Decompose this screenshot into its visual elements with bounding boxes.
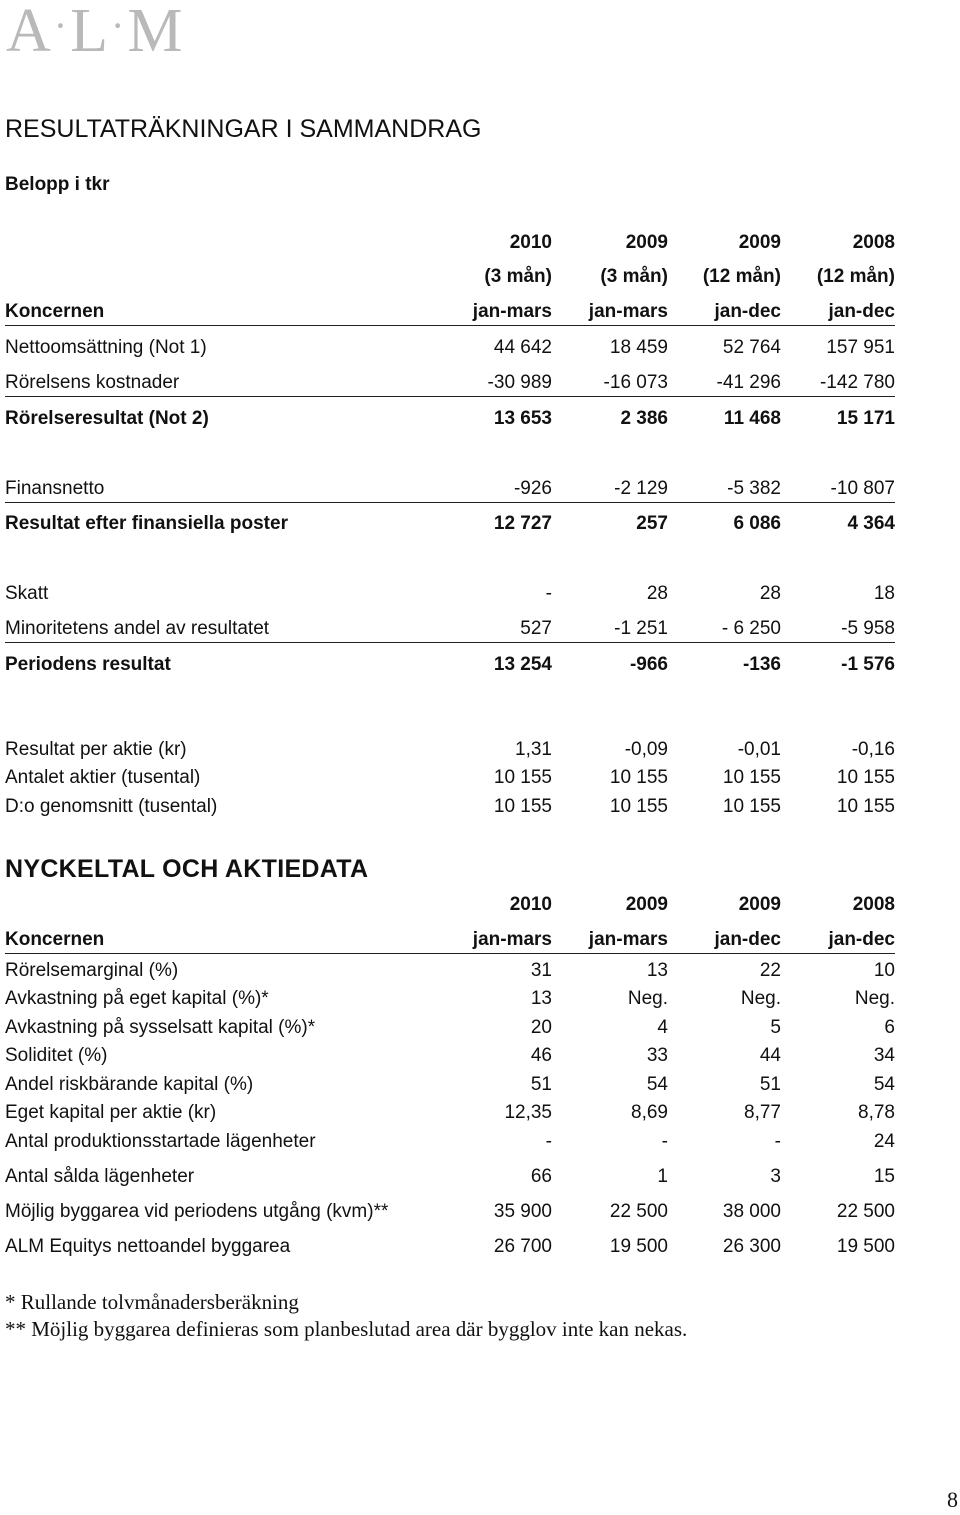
- row-value: 2 386: [620, 408, 668, 429]
- row-label: Avkastning på sysselsatt kapital (%)*: [5, 1017, 316, 1038]
- row-label: Rörelseresultat (Not 2): [5, 408, 209, 429]
- row-value: 33: [646, 1045, 668, 1066]
- table-row: [5, 1099, 895, 1127]
- row-value: 18 459: [609, 337, 668, 358]
- row-label: Soliditet (%): [5, 1045, 108, 1066]
- section-title-keyfigures: NYCKELTAL OCH AKTIEDATA: [5, 855, 369, 883]
- row-value: 13 653: [493, 408, 552, 429]
- row-value: 13: [530, 988, 552, 1009]
- table-row: [5, 957, 895, 985]
- row-value: 3: [770, 1166, 781, 1187]
- row-value: - 6 250: [721, 618, 781, 639]
- row-value: 24: [873, 1131, 895, 1152]
- page-number: 8: [947, 1487, 958, 1512]
- row-value: 28: [759, 583, 781, 604]
- row-value: 22 500: [836, 1201, 895, 1222]
- row-value: 18: [873, 583, 895, 604]
- header-year-cell: 2009: [738, 894, 781, 915]
- row-value: 20: [530, 1017, 552, 1038]
- table-row: [5, 369, 895, 397]
- row-value: 157 951: [826, 337, 895, 358]
- row-value: 19 500: [609, 1236, 668, 1257]
- header-year-cell: 2010: [509, 232, 552, 253]
- row-value: 4: [657, 1017, 668, 1038]
- header-month-cell: (12 mån): [816, 266, 895, 287]
- header-month-cell: (12 mån): [702, 266, 781, 287]
- row-value: 8,77: [744, 1102, 781, 1123]
- row-value: -: [661, 1131, 668, 1152]
- row-value: 10 155: [493, 767, 552, 788]
- table-row: [5, 1198, 895, 1226]
- row-value: 6 086: [733, 513, 781, 534]
- row-value: -966: [629, 654, 668, 675]
- row-value: 257: [636, 513, 668, 534]
- row-value: 527: [520, 618, 552, 639]
- table-row: [5, 1042, 895, 1070]
- row-value: -1 251: [614, 618, 668, 639]
- row-value: 22: [759, 960, 781, 981]
- row-value: -926: [513, 478, 552, 499]
- row-value: 10 155: [609, 767, 668, 788]
- row-value: -0,01: [737, 739, 781, 760]
- header-periods-row: [5, 298, 895, 326]
- header-period-cell: jan-mars: [472, 929, 552, 950]
- row-value: 44 642: [493, 337, 552, 358]
- row-value: 54: [646, 1074, 668, 1095]
- header-period-cell: jan-mars: [472, 301, 552, 322]
- row-value: 51: [530, 1074, 552, 1095]
- keyfigures-header-years: [5, 891, 895, 919]
- row-label: Nettoomsättning (Not 1): [5, 337, 207, 358]
- row-label: Antal sålda lägenheter: [5, 1166, 195, 1187]
- row-value: 10 155: [609, 796, 668, 817]
- table-row: [5, 334, 895, 362]
- row-value: 31: [530, 960, 552, 981]
- table-row: [5, 615, 895, 643]
- table-row: [5, 1233, 895, 1261]
- row-value: -2 129: [614, 478, 668, 499]
- row-value: -: [545, 583, 552, 604]
- row-label: Avkastning på eget kapital (%)*: [5, 988, 269, 1009]
- row-value: 38 000: [722, 1201, 781, 1222]
- row-value: 1,31: [515, 739, 552, 760]
- header-period-cell: jan-dec: [714, 301, 781, 322]
- row-value: -5 382: [727, 478, 781, 499]
- table-row: [5, 793, 895, 821]
- header-period-cell: jan-dec: [714, 929, 781, 950]
- table-row: [5, 580, 895, 608]
- row-value: 10 155: [722, 796, 781, 817]
- header-label: Koncernen: [5, 301, 105, 322]
- table-row: [5, 985, 895, 1013]
- row-value: -0,16: [851, 739, 895, 760]
- row-value: 15: [873, 1166, 895, 1187]
- table-row: [5, 1163, 895, 1191]
- row-value: 5: [770, 1017, 781, 1038]
- row-value: -0,09: [624, 739, 668, 760]
- row-value: -41 296: [716, 372, 781, 393]
- row-value: 26 700: [493, 1236, 552, 1257]
- row-value: 10: [873, 960, 895, 981]
- header-month-cell: (3 mån): [600, 266, 668, 287]
- row-label: Finansnetto: [5, 478, 105, 499]
- row-value: 52 764: [722, 337, 781, 358]
- row-value: 8,78: [858, 1102, 895, 1123]
- row-value: 10 155: [722, 767, 781, 788]
- header-year-cell: 2009: [625, 232, 668, 253]
- table-row: [5, 405, 895, 433]
- row-label: Rörelsens kostnader: [5, 372, 180, 393]
- row-value: 12 727: [493, 513, 552, 534]
- row-value: 51: [759, 1074, 781, 1095]
- amount-unit-note: Belopp i tkr: [5, 174, 110, 195]
- row-value: -136: [742, 654, 781, 675]
- row-value: 11 468: [723, 408, 781, 429]
- header-period-cell: jan-dec: [828, 929, 895, 950]
- row-value: -10 807: [830, 478, 895, 499]
- row-label: Eget kapital per aktie (kr): [5, 1102, 217, 1123]
- header-year-cell: 2009: [738, 232, 781, 253]
- row-label: Resultat efter finansiella poster: [5, 513, 288, 534]
- header-year-cell: 2009: [625, 894, 668, 915]
- row-value: 10 155: [836, 767, 895, 788]
- header-month-cell: (3 mån): [484, 266, 552, 287]
- row-value: 10 155: [836, 796, 895, 817]
- row-value: -16 073: [603, 372, 668, 393]
- row-value: -30 989: [487, 372, 552, 393]
- header-year-cell: 2010: [509, 894, 552, 915]
- table-row: [5, 1071, 895, 1099]
- row-label: Minoritetens andel av resultatet: [5, 618, 270, 639]
- keyfigures-header-periods: [5, 926, 895, 954]
- row-value: Neg.: [740, 988, 781, 1009]
- row-label: D:o genomsnitt (tusental): [5, 796, 218, 817]
- table-row: [5, 475, 895, 503]
- row-value: 35 900: [493, 1201, 552, 1222]
- row-value: 13 254: [493, 654, 552, 675]
- table-row: [5, 1014, 895, 1042]
- footnote: ** Möjlig byggarea definieras som planbeslutad area där bygglov inte kan nekas.: [5, 1317, 688, 1341]
- row-label: Rörelsemarginal (%): [5, 960, 179, 981]
- row-value: 19 500: [836, 1236, 895, 1257]
- table-row: [5, 1128, 895, 1156]
- income-statement-table-months: [5, 263, 895, 291]
- row-value: -: [545, 1131, 552, 1152]
- row-label: Andel riskbärande kapital (%): [5, 1074, 254, 1095]
- header-label: Koncernen: [5, 929, 105, 950]
- header-period-cell: jan-mars: [588, 929, 668, 950]
- row-value: 28: [646, 583, 668, 604]
- row-value: -1 576: [841, 654, 895, 675]
- row-label: Antalet aktier (tusental): [5, 767, 201, 788]
- header-years-row: [5, 229, 895, 257]
- row-value: 66: [530, 1166, 552, 1187]
- row-value: 46: [530, 1045, 552, 1066]
- row-value: -142 780: [819, 372, 895, 393]
- page-title: RESULTATRÄKNINGAR I SAMMANDRAG: [5, 115, 482, 143]
- company-logo: A·L·M: [6, 0, 184, 65]
- row-value: 22 500: [609, 1201, 668, 1222]
- row-value: 4 364: [847, 513, 895, 534]
- header-period-cell: jan-mars: [588, 301, 668, 322]
- row-value: 15 171: [836, 408, 895, 429]
- row-value: 13: [646, 960, 668, 981]
- header-period-cell: jan-dec: [828, 301, 895, 322]
- row-value: 12,35: [504, 1102, 552, 1123]
- table-row: [5, 651, 895, 679]
- table-row: [5, 764, 895, 792]
- row-value: 34: [873, 1045, 895, 1066]
- row-value: Neg.: [854, 988, 895, 1009]
- row-value: Neg.: [627, 988, 668, 1009]
- row-value: 8,69: [631, 1102, 668, 1123]
- row-label: Antal produktionsstartade lägenheter: [5, 1131, 316, 1152]
- header-year-cell: 2008: [852, 232, 895, 253]
- income-statement-table-periods: [5, 298, 895, 326]
- row-value: 54: [873, 1074, 895, 1095]
- row-label: Skatt: [5, 583, 49, 604]
- row-value: 6: [884, 1017, 895, 1038]
- row-label: Periodens resultat: [5, 654, 171, 675]
- row-label: Resultat per aktie (kr): [5, 739, 187, 760]
- row-label: Möjlig byggarea vid periodens utgång (kvm)**: [5, 1201, 389, 1222]
- footnote: * Rullande tolvmånadersberäkning: [5, 1290, 299, 1314]
- row-value: 10 155: [493, 796, 552, 817]
- row-value: -5 958: [841, 618, 895, 639]
- table-row: [5, 510, 895, 538]
- table-row: [5, 736, 895, 764]
- income-statement-table: [5, 229, 895, 257]
- row-label: ALM Equitys nettoandel byggarea: [5, 1236, 291, 1257]
- header-months-row: [5, 263, 895, 291]
- row-value: -: [774, 1131, 781, 1152]
- header-year-cell: 2008: [852, 894, 895, 915]
- row-value: 1: [657, 1166, 668, 1187]
- row-value: 44: [759, 1045, 781, 1066]
- row-value: 26 300: [722, 1236, 781, 1257]
